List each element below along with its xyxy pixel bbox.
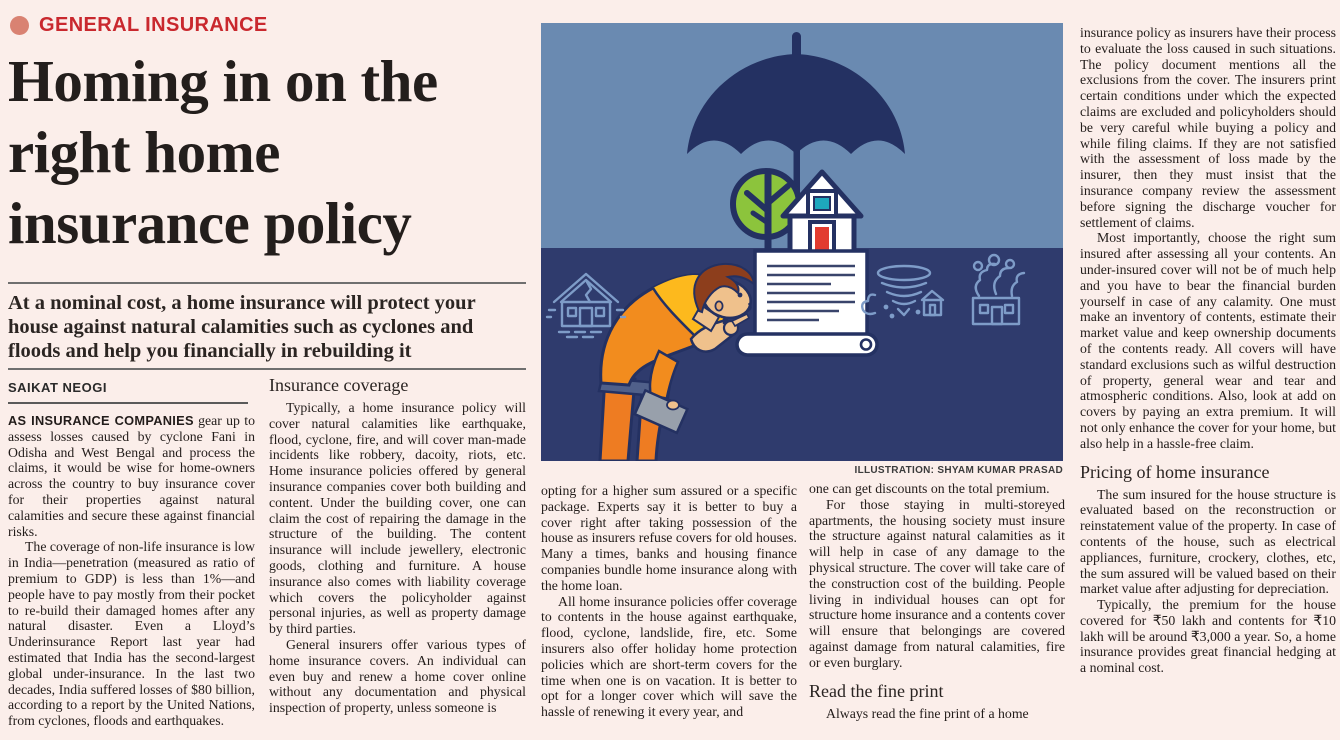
paragraph: Typically, the premium for the house covered for ₹50 lakh and contents for ₹10 lakh will be around ₹3,000 a year. So, a home insurance provides great financial hedging at a nominal cost. bbox=[1080, 597, 1336, 676]
paragraph: one can get discounts on the total premium. bbox=[809, 481, 1050, 496]
paragraph bbox=[8, 413, 255, 539]
byline: SAIKAT NEOGI bbox=[8, 380, 248, 404]
article-standfirst: At a nominal cost, a home insurance will protect your house against natural calamities such as cyclones and floods and help you financially in rebuilding it bbox=[8, 292, 476, 362]
illustration-svg bbox=[541, 23, 1063, 461]
paragraph: Always read the fine print of a home bbox=[826, 705, 1029, 721]
paragraph: General insurers offer various types of home insurance covers. An individual can even buy and renew a home cover online without any documentation and physical inspection of property, unless someone is bbox=[269, 636, 526, 716]
paragraph: opting for a higher sum assured or a specific package. Experts say it is better to buy a cover right after taking possession of the house as insurers refuse covers for old houses. Many a times, banks and housing finance companies bundle home insurance along with the home loan. bbox=[541, 483, 797, 593]
divider-rule-top bbox=[8, 282, 526, 284]
section-kicker bbox=[10, 14, 268, 37]
paragraph: All home insurance policies offer coverage to contents in the house against earthquake, flood, cyclone, landslide, fire, etc. Some insurers also offer holiday home protection policies which are short-term covers for the time when one is on vacation. It is better to opt for a longer cover which will save the hassle of renewing it every year, and bbox=[541, 593, 797, 720]
paragraph: insurance policy as insurers have their process to evaluate the loss caused in such situations. The policy document mentions all the exclusions from the cover. The insurers print certain conditions under which the expected claims are excluded and policyholders should be very careful while buying a policy and while filing claims. If they are not satisfied with the assessment of loss made by the insurer, then they must insist that the insurance company review the assessment before signing the discharge voucher for settlement of claims. bbox=[1080, 25, 1336, 230]
subsection-heading: Insurance coverage bbox=[269, 375, 409, 395]
policy-document bbox=[737, 251, 877, 355]
article-column-1 bbox=[8, 380, 255, 729]
subsection-heading: Pricing of home insurance bbox=[1080, 461, 1270, 482]
paragraph: For those staying in multi-storeyed apartments, the housing society must insure the structure against natural calamities as it will help in case of any damage to the physical structure. The cover will take care of the construction cost of the building. People living in individual houses can opt for structure home insurance and a contents cover will ensure that belongings are covered against damage from natural calamities, fire or even burglary. bbox=[809, 496, 1065, 670]
illustration-credit: ILLUSTRATION: SHYAM KUMAR PRASAD bbox=[854, 465, 1063, 476]
paragraph: Typically, a home insurance policy will cover natural calamities like earthquake, flood, cyclone, fire, and will cover man-made incidents like robbery, dacoity, riots, etc. Home insurance policies offered by general insurance companies cover both building and content. Under the building cover, one can claim the cost of repairing the damage in the structure of the building. The content insurance will include jewellery, electronic goods, clothing and furniture. A house insurance also comes with liability coverage which covers the policyholder against personal injuries, as well as property damage by third parties. bbox=[269, 400, 526, 637]
man-ear bbox=[715, 301, 722, 310]
article-column-2 bbox=[269, 375, 526, 716]
article-headline: Homing in on the right home insurance policy bbox=[8, 48, 438, 256]
paragraph-text: gear up to assess losses caused by cyclone Fani in Odisha and West Bengal and process the claims, it would be wise for home-owners across the country to buy insurance cover for their properties against natural calamities and secure these against financial risks. bbox=[8, 413, 255, 539]
man-eye bbox=[738, 293, 743, 298]
article-column-4 bbox=[809, 481, 1065, 721]
article-column-3 bbox=[541, 483, 797, 720]
bullet-dot-icon bbox=[10, 16, 29, 35]
divider-rule-bottom bbox=[8, 368, 526, 370]
subsection-heading: Read the fine print bbox=[809, 680, 944, 701]
section-label: GENERAL INSURANCE bbox=[39, 14, 268, 36]
paragraph: Most importantly, choose the right sum insured after assessing all your contents. An under-insured cover will not be of much help and you have to bear the financial burden yourself in case of any calamity. One must make an inventory of contents, estimate their market value and keep ownership documents of the contents ready. All covers will have standard exclusions such as wilful destruction of property, general wear and tear and atmospheric conditions. Also, look at add on covers by paying an extra premium. It will not only enhance the cover for your home, but also help in a hassle-free claim. bbox=[1080, 230, 1336, 451]
paragraph: The sum insured for the house structure is evaluated based on the reconstruction or reinstatement value of the property. In case of contents of the house, such as electrical appliances, furniture, crockery, clothes, etc, the sum assured will be valued based on their market value after adjusting for depreciation. bbox=[1080, 486, 1336, 597]
article-illustration bbox=[541, 23, 1063, 461]
lead-in-text: AS INSURANCE COMPANIES bbox=[8, 413, 194, 428]
article-column-5 bbox=[1080, 25, 1336, 676]
paragraph: The coverage of non-life insurance is low in India—penetration (measured as ratio of premium to GDP) is less than 1%—and people have to pay mostly from their pocket to re-build their damaged homes after any natural disaster. Even a Lloyd’s Underinsurance Report last year had estimated that India has the second-largest global under-insurance. In the last two decades, India suffered losses of $80 billion, according to a report by the United Nations, from cyclones, floods and earthquakes. bbox=[8, 539, 255, 729]
